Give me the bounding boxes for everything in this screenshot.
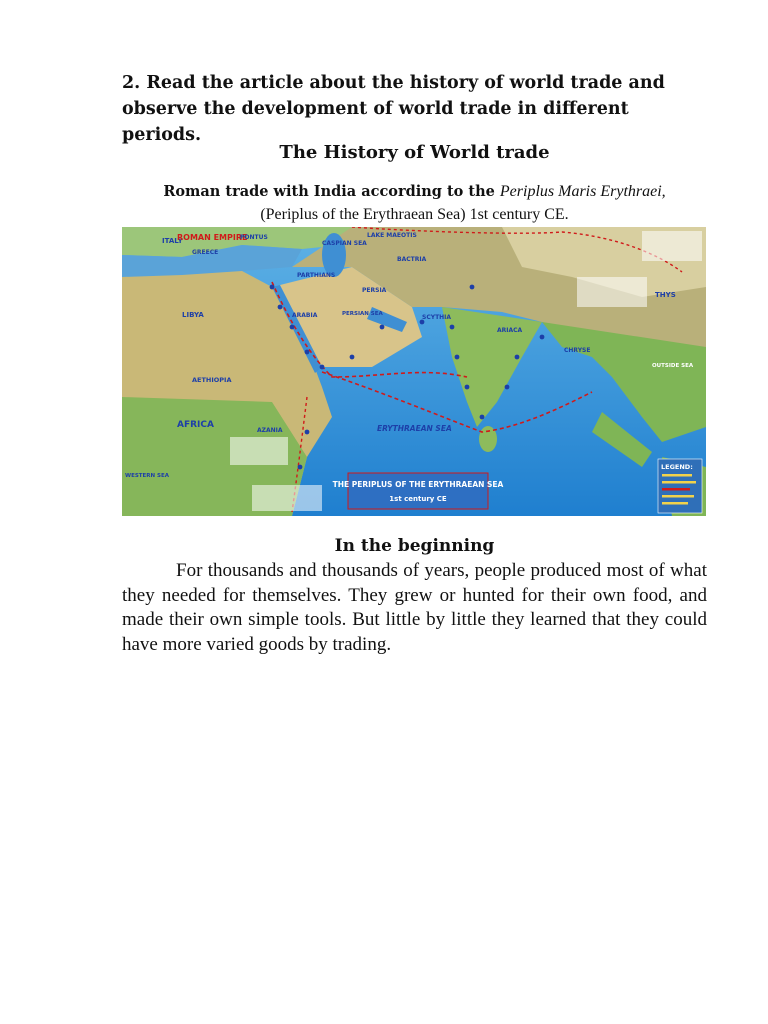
label-arabia: ARABIA [292, 312, 318, 319]
label-roman-empire: ROMAN EMPIRE [177, 233, 248, 242]
document-title: The History of World trade [279, 142, 550, 163]
body-paragraph: For thousands and thousands of years, people produced most of what they needed for themselves. They grew or hunted for their own food, and made their own simple tools. But little by little they learned that they could have more varied goods by trading. [122, 560, 707, 655]
label-chryse: CHRYSE [564, 347, 591, 354]
label-ariaca: ARIACA [497, 327, 523, 334]
label-persia: PERSIA [362, 287, 387, 294]
label-libya: LIBYA [182, 311, 204, 319]
label-scythia: SCYTHIA [422, 314, 452, 321]
trade-route-map [122, 227, 706, 516]
map-legend-title: LEGEND: [661, 463, 693, 471]
label-lake-maeotis: LAKE MAEOTIS [367, 232, 417, 239]
label-africa: AFRICA [177, 420, 214, 430]
caption-italic-text: Periplus Maris Erythraei, [499, 183, 666, 200]
label-outside-sea: OUTSIDE SEA [652, 363, 694, 369]
label-parthians: PARTHIANS [297, 272, 336, 279]
map-caption [122, 180, 707, 226]
label-greece: GREECE [192, 249, 219, 256]
label-erythraean-sea: ERYTHRAEAN SEA [377, 424, 452, 433]
map-title-box [348, 473, 488, 509]
label-aethiopia: AETHIOPIA [192, 376, 232, 384]
section-heading: In the beginning [334, 536, 495, 556]
label-italy: ITALY [162, 237, 183, 245]
label-thys: THYS [655, 291, 676, 299]
label-caspian-sea: CASPIAN SEA [322, 240, 367, 247]
caption-bold-text: Roman trade with India according to the [163, 183, 500, 200]
label-azania: AZANIA [257, 427, 283, 434]
label-persian-sea: PERSIAN SEA [342, 311, 383, 317]
map-inset-subtitle: 1st century CE [389, 495, 447, 503]
label-bactria: BACTRIA [397, 256, 427, 263]
map-inset-title: THE PERIPLUS OF THE ERYTHRAEAN SEA [332, 480, 504, 489]
map-illustration [122, 227, 706, 516]
label-pontus: PONTUS [240, 234, 268, 241]
question-prompt: 2. Read the article about the history of world trade and observe the development of world trade in different periods. [122, 73, 665, 145]
label-western-sea: WESTERN SEA [125, 473, 170, 479]
caption-line-2: (Periplus of the Erythraean Sea) 1st century CE. [260, 206, 569, 223]
caption-line-1 [122, 180, 707, 203]
